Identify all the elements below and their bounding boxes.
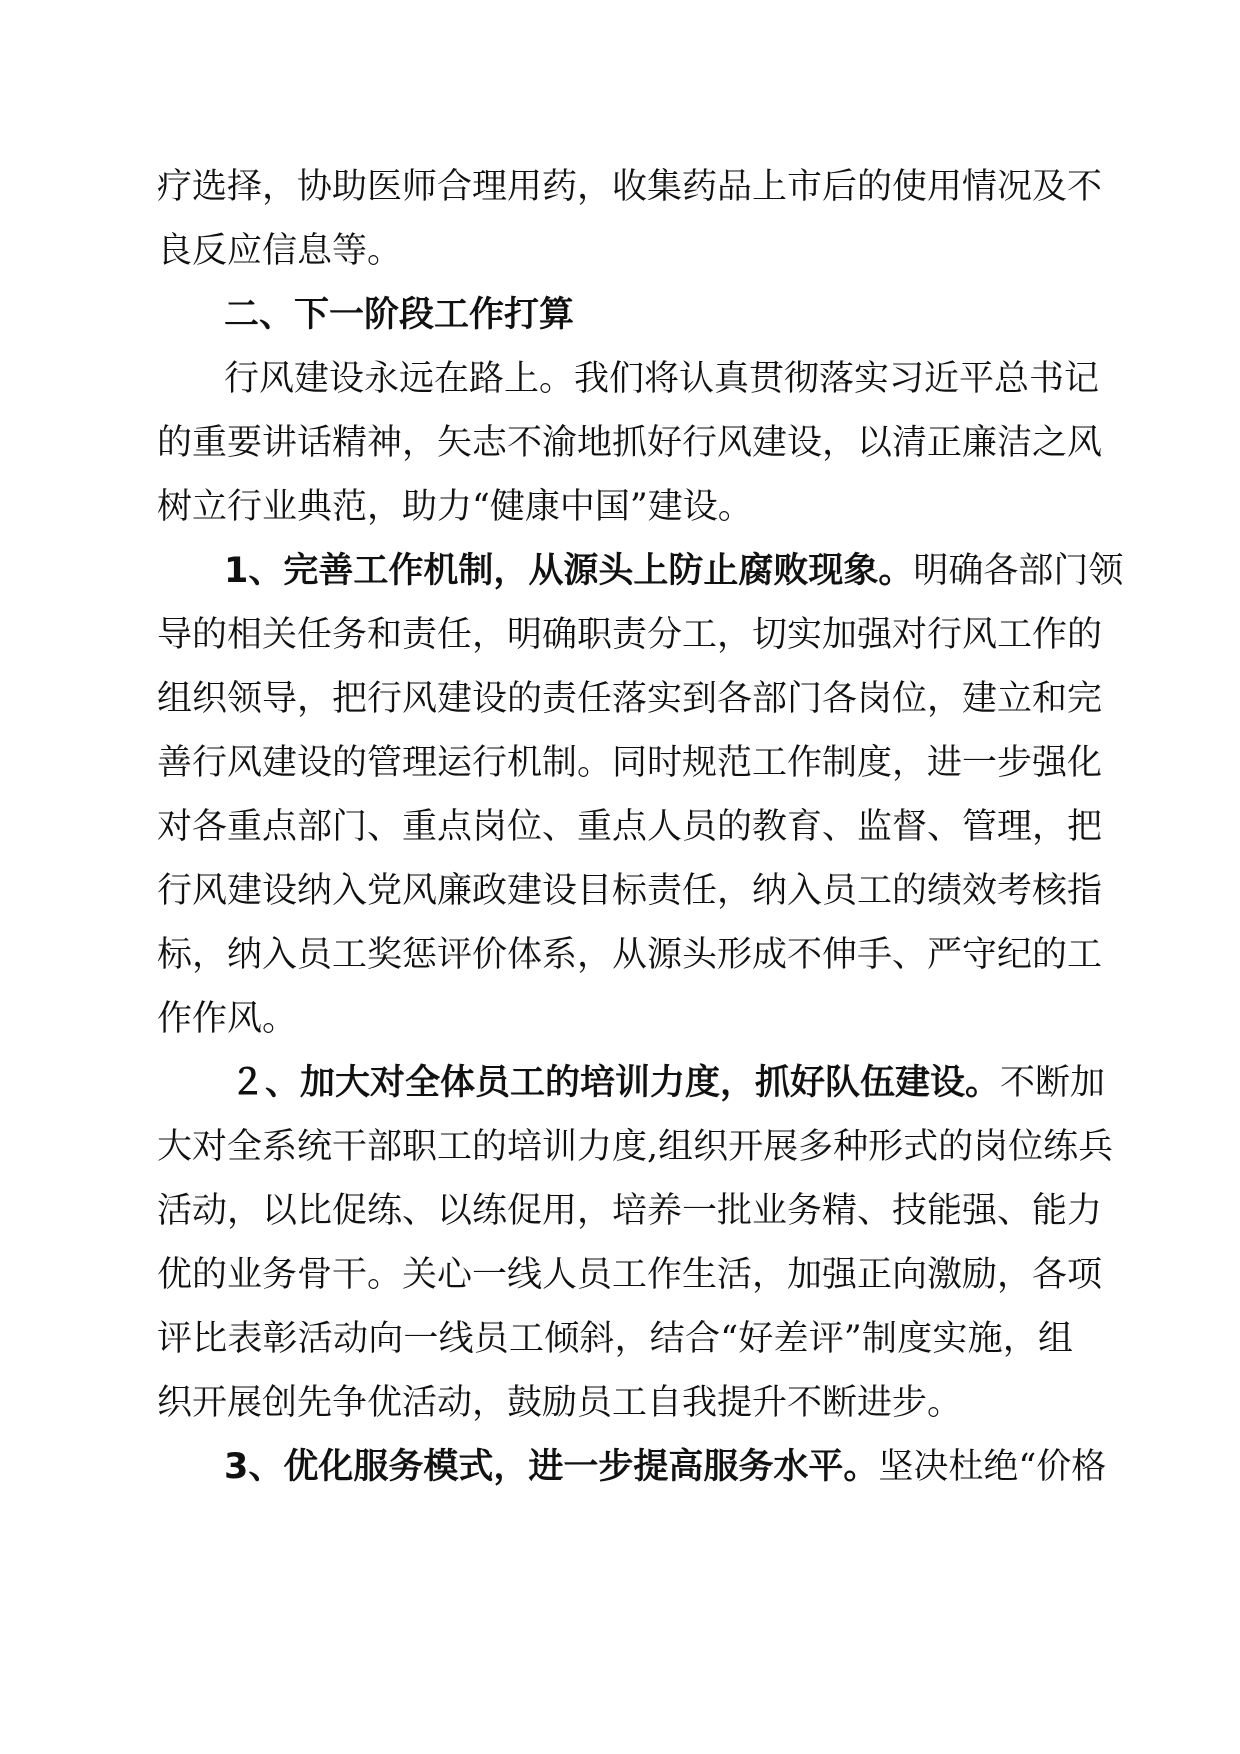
paragraph-first-line (224, 1447, 1107, 1487)
paragraph-line: 活动，以比促练、以练促用，培养一批业务精、技能强、能力 (157, 1191, 1103, 1231)
paragraph-first-line (230, 1063, 1106, 1103)
paragraph-line: 组织领导，把行风建设的责任落实到各部门各岗位，建立和完 (157, 679, 1103, 719)
paragraph-line: 评比表彰活动向一线员工倾斜，结合“好差评”制度实施，组 (157, 1319, 1073, 1359)
paragraph-line: 行风建设纳入党风廉政建设目标责任，纳入员工的绩效考核指 (157, 871, 1103, 911)
paragraph-text: 不断加 (1000, 1063, 1106, 1103)
paragraph-line: 善行风建设的管理运行机制。同时规范工作制度，进一步强化 (157, 743, 1103, 783)
paragraph-line: 良反应信息等。 (157, 231, 403, 271)
paragraph-line: 对各重点部门、重点岗位、重点人员的教育、监督、管理，把 (157, 807, 1103, 847)
paragraph-line: 标，纳入员工奖惩评价体系，从源头形成不伸手、严守纪的工 (157, 935, 1103, 975)
paragraph-line: 导的相关任务和责任，明确职责分工，切实加强对行风工作的 (157, 615, 1103, 655)
paragraph-line: 织开展创先争优活动，鼓励员工自我提升不断进步。 (157, 1383, 963, 1423)
paragraph-line: 优的业务骨干。关心一线人员工作生活，加强正向激励，各项 (157, 1255, 1103, 1295)
paragraph-line: 疗选择，协助医师合理用药，收集药品上市后的使用情况及不 (157, 167, 1103, 207)
paragraph-line: 的重要讲话精神，矢志不渝地抓好行风建设，以清正廉洁之风 (157, 423, 1103, 463)
paragraph-line: 行风建设永远在路上。我们将认真贯彻落实习近平总书记 (224, 359, 1100, 399)
paragraph-text: 明确各部门领 (913, 551, 1124, 591)
paragraph-line: 作作风。 (157, 999, 298, 1039)
paragraph-text: 坚决杜绝“价格 (878, 1447, 1107, 1487)
paragraph-line: 树立行业典范，助力“健康中国”建设。 (157, 487, 753, 527)
paragraph-first-line (224, 551, 1124, 591)
paragraph-line: 大对全系统干部职工的培训力度,组织开展多种形式的岗位练兵 (157, 1127, 1114, 1167)
bold-lead: 1、完善工作机制，从源头上防止腐败现象。 (224, 551, 914, 591)
bold-lead: ２、加大对全体员工的培训力度，抓好队伍建设。 (230, 1063, 1001, 1103)
section-heading: 二、下一阶段工作打算 (224, 295, 575, 335)
bold-lead: 3、优化服务模式，进一步提高服务水平。 (224, 1447, 879, 1487)
